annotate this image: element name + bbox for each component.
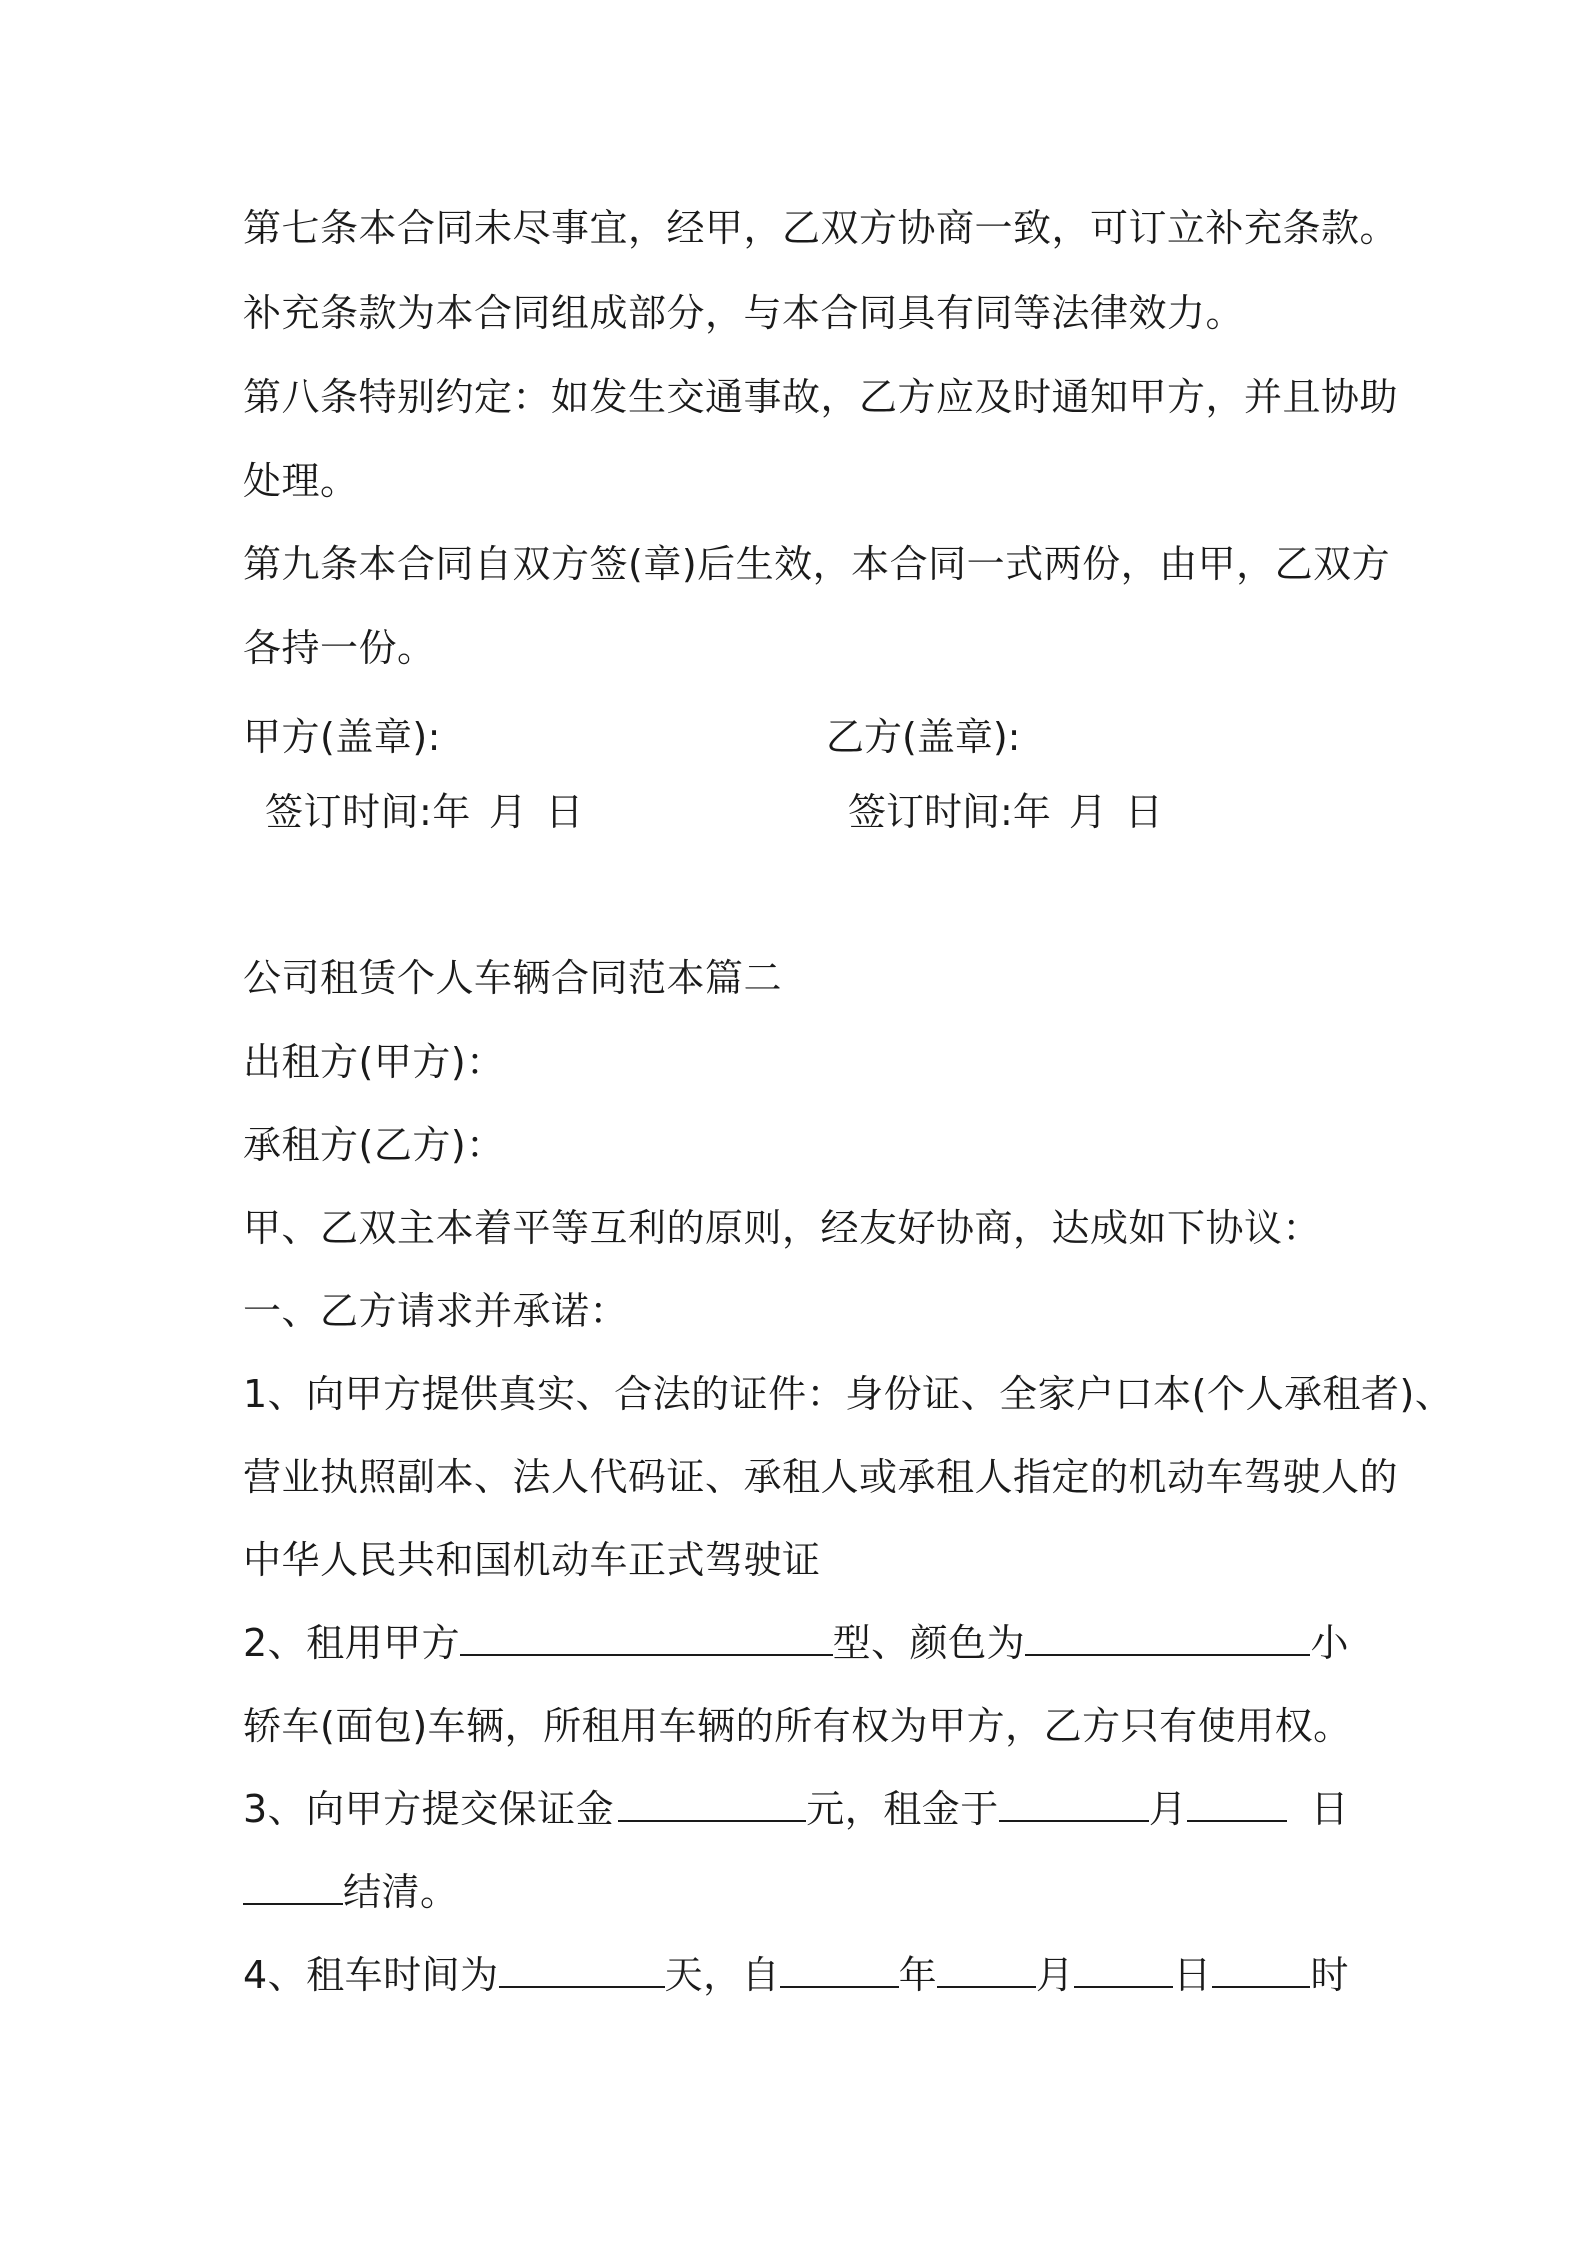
item-2-line-2: 轿车(面包)车辆，所租用车辆的所有权为甲方，乙方只有使用权。 [243,1704,1352,1748]
item-2-text-a: 2、租用甲方 [243,1621,461,1665]
month-label: 月 [488,790,528,834]
item-4-text-b: 天，自 [664,1953,781,1997]
item-2-line-1 [243,1620,1349,1666]
item-4-text-f: 时 [1310,1953,1349,1997]
item-4-text-e: 日 [1173,1953,1212,1997]
year-label: 年 [1012,790,1051,834]
sign-date-label: 签订时间: [848,790,1013,834]
preamble: 甲、乙双主本着平等互利的原则，经友好协商，达成如下协议： [243,1206,1322,1250]
start-hour-blank [1212,1952,1311,1988]
article-7-line-2: 补充条款为本合同组成部分，与本合同具有同等法律效力。 [243,291,1245,335]
color-blank [1025,1620,1310,1656]
item-3-line-2 [243,1869,1349,1915]
party-a-seal-label: 甲方(盖章): [243,715,441,759]
item-1-line-2: 营业执照副本、法人代码证、承租人或承租人指定的机动车驾驶人的 [243,1455,1399,1499]
lessee-label: 承租方(乙方)： [243,1123,505,1167]
item-2-text-c: 小 [1310,1621,1349,1665]
lessor-label: 出租方(甲方)： [243,1040,505,1084]
sign-date-label: 签订时间: [265,790,433,834]
item-3-text-e: 结清。 [343,1870,459,1914]
day-label: 日 [1124,790,1163,834]
year-label: 年 [432,790,471,834]
start-year-blank [780,1952,899,1988]
item-3-text-c: 月 [1148,1787,1188,1831]
item-1-line-3: 中华人民共和国机动车正式驾驶证 [243,1538,821,1582]
item-2-text-b: 型、颜色为 [832,1621,1026,1665]
party-b-seal-label: 乙方(盖章): [826,715,1021,759]
item-4-text-a: 4、租车时间为 [243,1953,499,1997]
item-4-text-c: 年 [898,1953,938,1997]
article-8-line-2: 处理。 [243,459,359,503]
start-day-blank [1074,1952,1173,1988]
month-label: 月 [1068,790,1107,834]
article-9-line-2: 各持一份。 [243,626,436,670]
deposit-blank [618,1786,806,1822]
item-3-text-b: 元，租金于 [806,1787,999,1831]
rent-month-blank [999,1786,1149,1822]
article-7-line-1: 第七条本合同未尽事宜，经甲，乙双方协商一致，可订立补充条款。 [243,206,1399,250]
item-3-line-1 [243,1786,1349,1832]
model-blank [460,1620,832,1656]
item-3-text-a: 3、向甲方提交保证金 [243,1787,615,1831]
heading-1: 一、乙方请求并承诺： [243,1289,629,1333]
rent-days-blank [499,1952,665,1988]
article-8-line-1: 第八条特别约定：如发生交通事故，乙方应及时通知甲方，并且协助 [243,375,1399,419]
settle-blank [243,1869,343,1905]
item-4-text-d: 月 [1035,1953,1075,1997]
item-3-text-d: 日 [1310,1787,1349,1831]
start-month-blank [937,1952,1036,1988]
rent-day-blank [1187,1786,1287,1822]
section-title: 公司租赁个人车辆合同范本篇二 [243,956,783,1000]
item-1-line-1: 1、向甲方提供真实、合法的证件：身份证、全家户口本(个人承租者)、 [243,1372,1454,1416]
party-a-sign-date [243,789,743,835]
day-label: 日 [545,790,584,834]
article-9-line-1: 第九条本合同自双方签(章)后生效，本合同一式两份，由甲，乙双方 [243,542,1391,586]
party-b-sign-date [826,789,1181,835]
item-4-line-1 [243,1952,1349,1998]
